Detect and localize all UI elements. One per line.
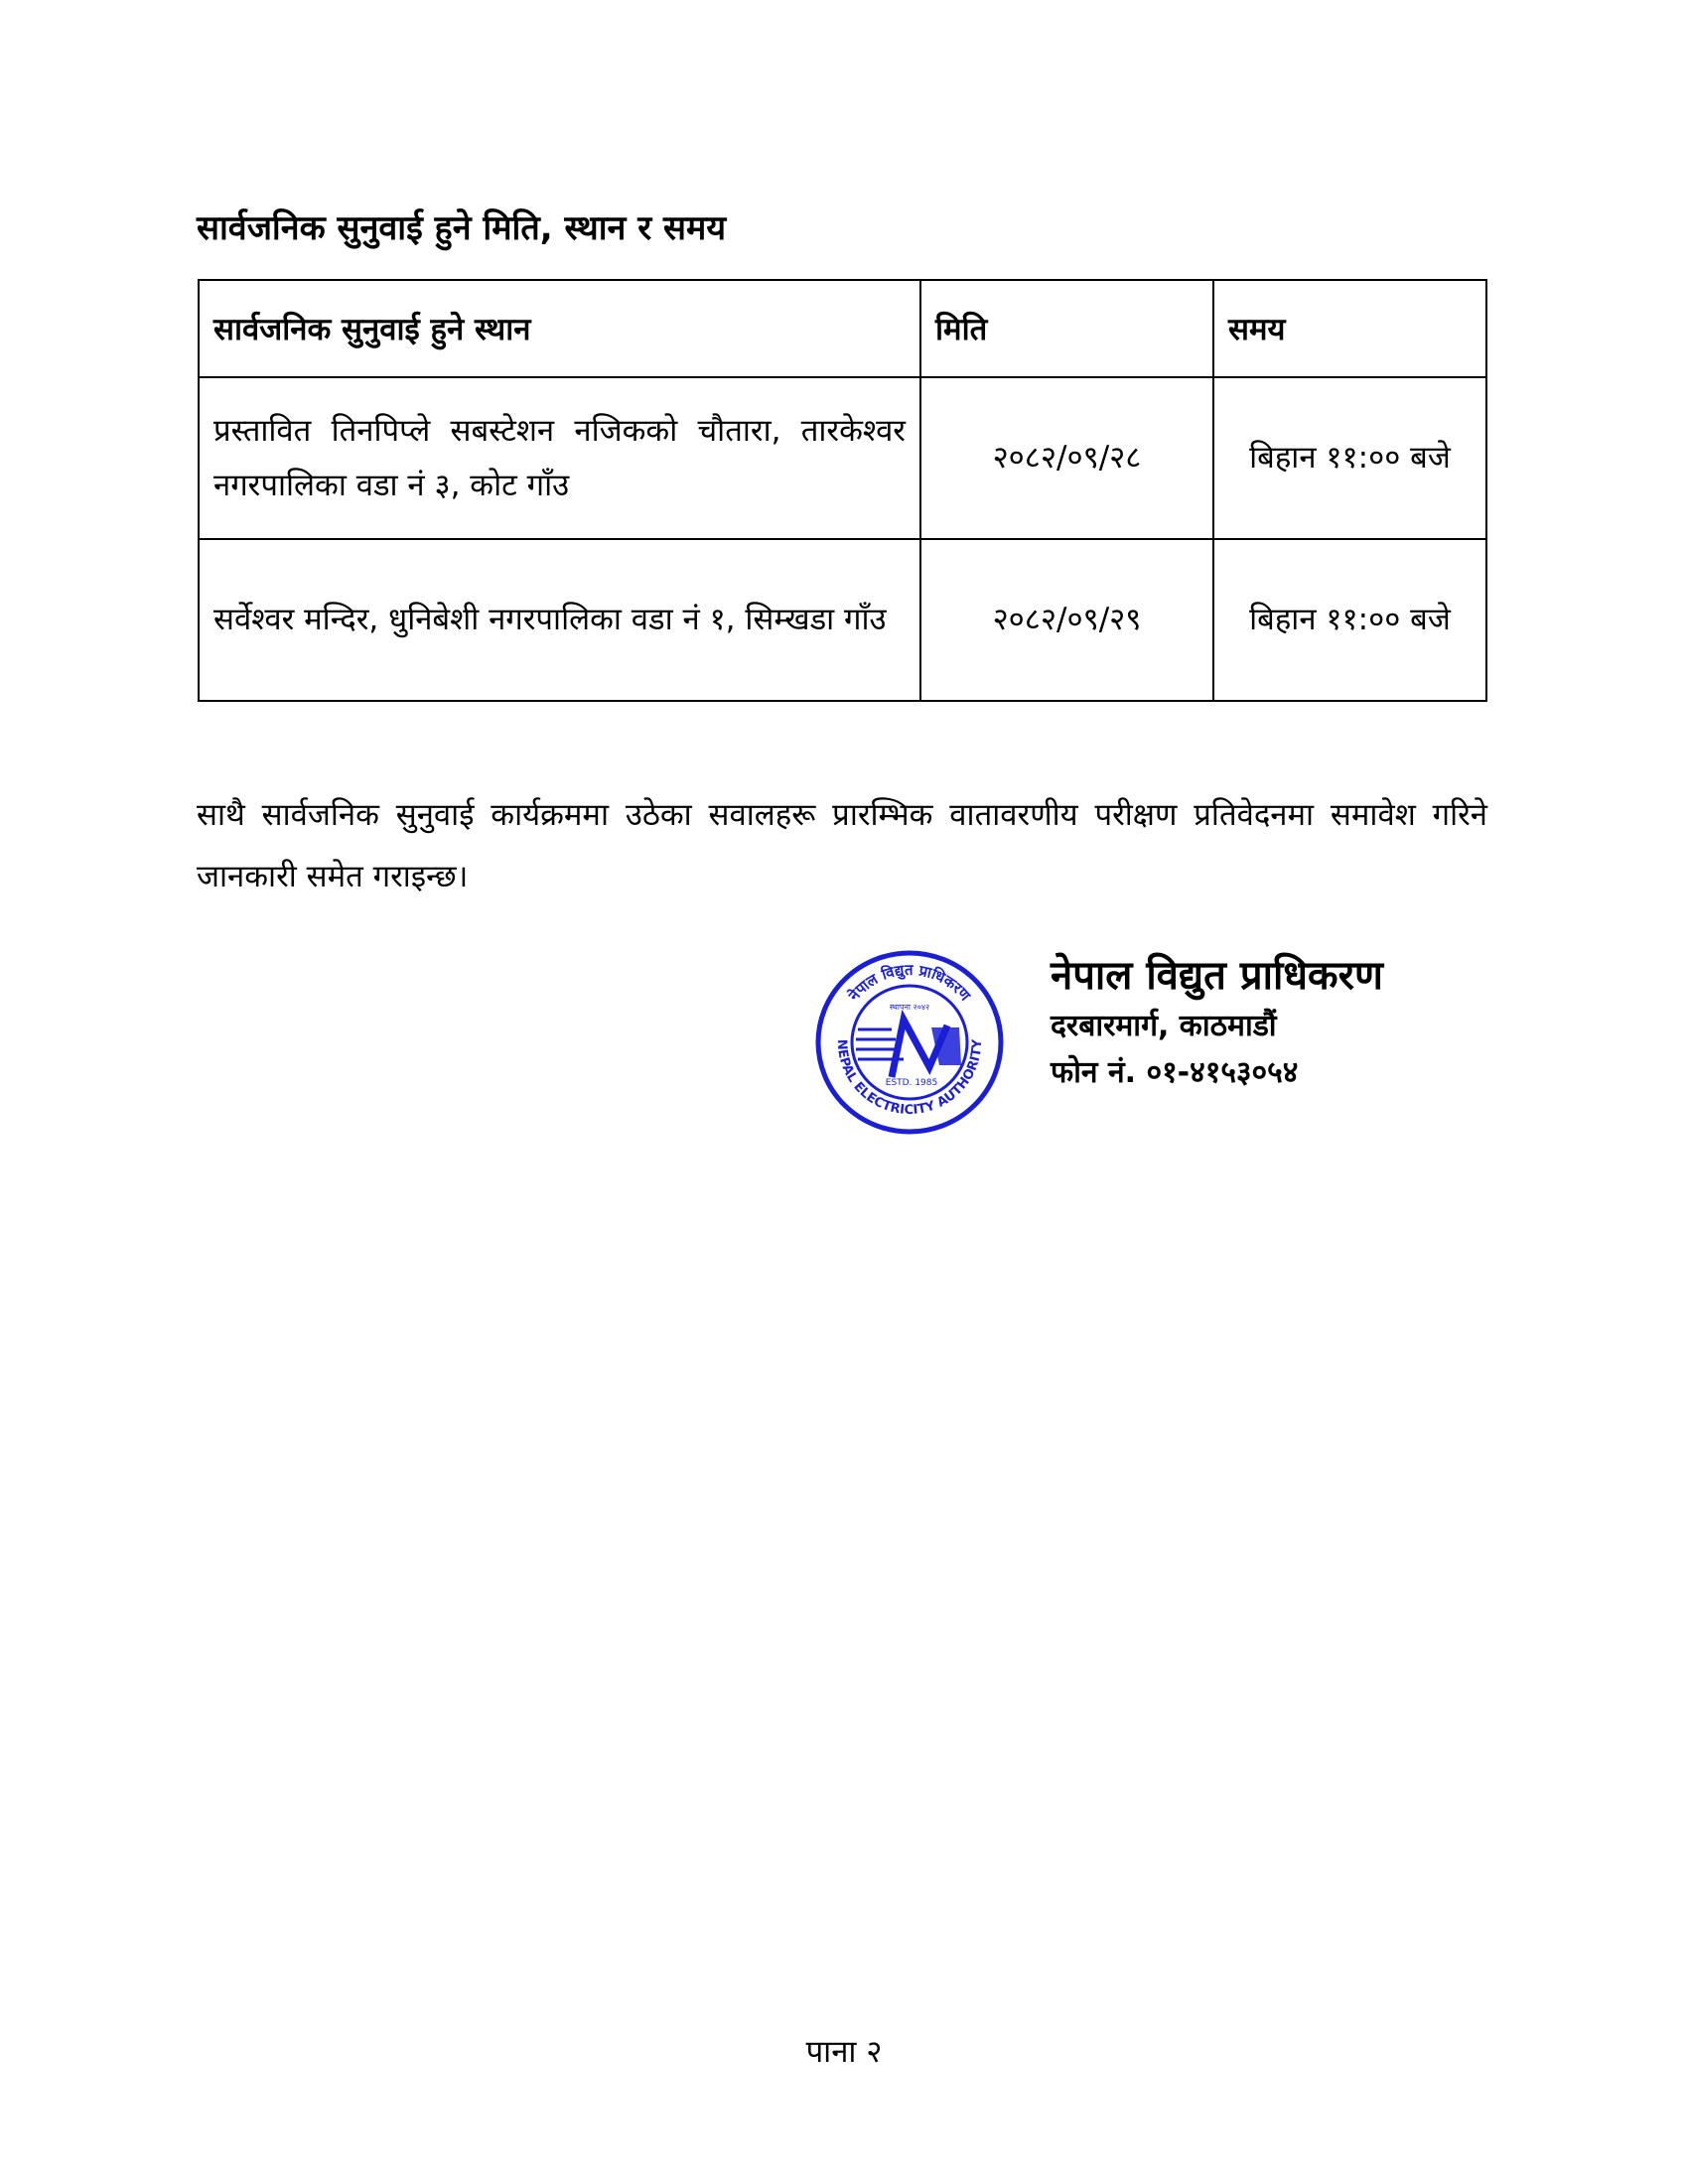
hearing-location: प्रस्तावित तिनपिप्ले सबस्टेशन नजिकको चौतारा, तारकेश्वर नगरपालिका वडा नं ३, कोट गाँउ bbox=[199, 377, 920, 539]
organization-signature-block bbox=[1051, 948, 1383, 1096]
column-header-time: समय bbox=[1213, 280, 1486, 377]
hearing-date: २०८२/०९/२९ bbox=[920, 539, 1213, 701]
svg-text:NEPAL ELECTRICITY AUTHORITY: NEPAL ELECTRICITY AUTHORITY bbox=[833, 1038, 986, 1119]
column-header-location: सार्वजनिक सुनुवाई हुने स्थान bbox=[199, 280, 920, 377]
table-row bbox=[199, 539, 1486, 701]
hearing-schedule-table bbox=[198, 279, 1487, 702]
hearing-time: बिहान ११:०० बजे bbox=[1213, 539, 1486, 701]
svg-text:ESTD. 1985: ESTD. 1985 bbox=[885, 1078, 938, 1088]
organization-phone: फोन नं. ०१-४१५३०५४ bbox=[1051, 1054, 1299, 1090]
hearing-time: बिहान ११:०० बजे bbox=[1213, 377, 1486, 539]
note-paragraph: साथै सार्वजनिक सुनुवाई कार्यक्रममा उठेका सवालहरू प्रारम्भिक वातावरणीय परीक्षण प्रतिवेदनमा समावेश गरिने जानकारी समेत गराइन्छ। bbox=[197, 797, 1487, 894]
svg-text:नेपाल विद्युत प्राधिकरण: नेपाल विद्युत प्राधिकरण bbox=[844, 960, 974, 1005]
hearing-date: २०८२/०९/२८ bbox=[920, 377, 1213, 539]
svg-text:स्थापना २०४२: स्थापना २०४२ bbox=[889, 1003, 930, 1012]
organization-address: दरबारमार्ग, काठमाडौं bbox=[1051, 1009, 1277, 1043]
hearing-location: सर्वेश्वर मन्दिर, धुनिबेशी नगरपालिका वडा नं १, सिम्खडा गाँउ bbox=[199, 539, 920, 701]
table-row bbox=[199, 377, 1486, 539]
organization-name: नेपाल विद्युत प्राधिकरण bbox=[1051, 953, 1383, 999]
table-header-row bbox=[199, 280, 1486, 377]
section-heading: सार्वजनिक सुनुवाई हुने मिति, स्थान र समय bbox=[197, 208, 727, 248]
page-number: पाना २ bbox=[805, 2034, 883, 2070]
nea-seal-logo bbox=[812, 948, 1007, 1137]
column-header-date: मिति bbox=[920, 280, 1213, 377]
